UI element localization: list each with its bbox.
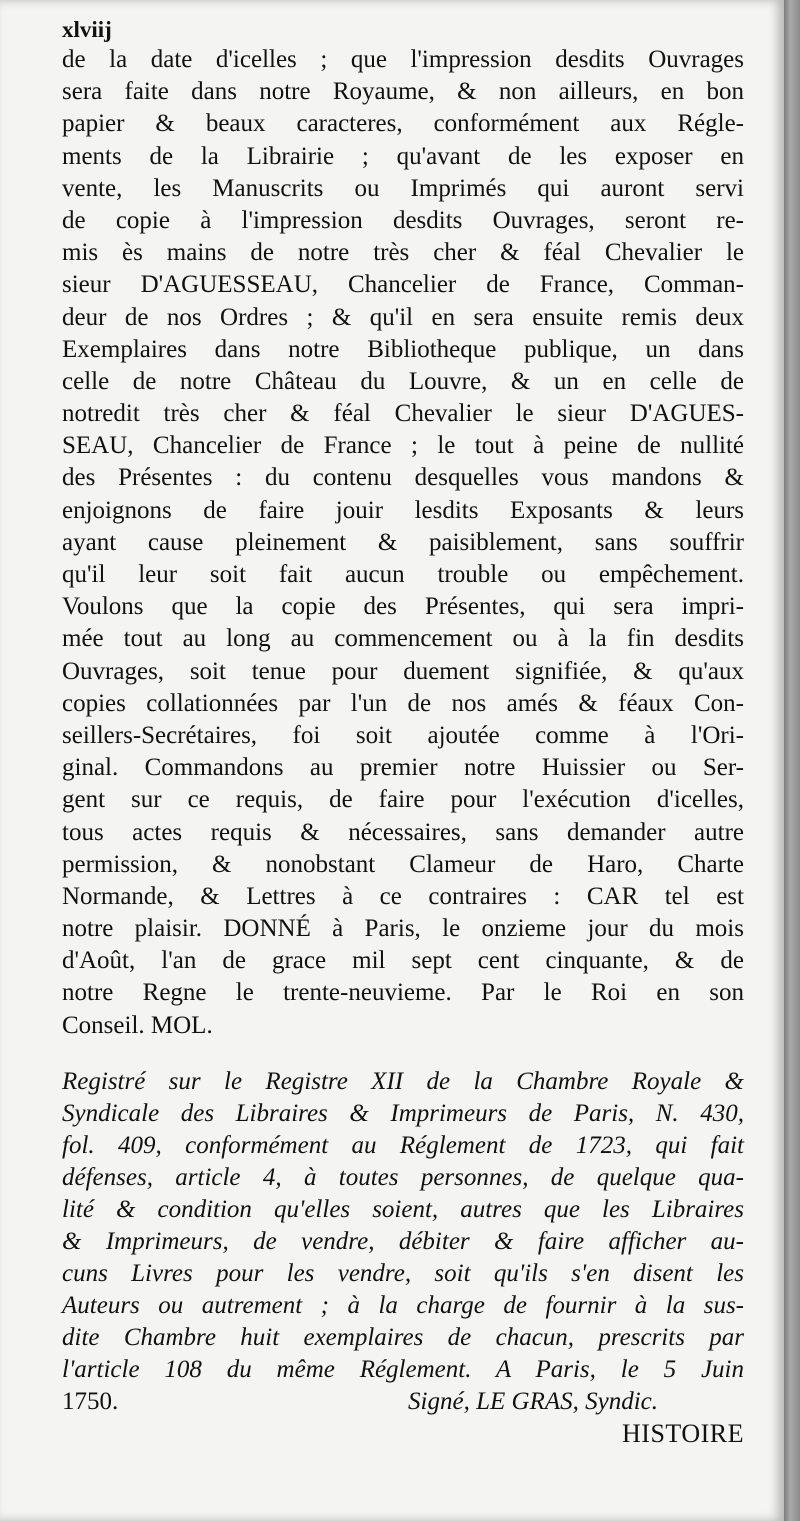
- body-line: tous actes requis & nécessaires, sans demander autre: [62, 818, 744, 846]
- registration-signature-line: [62, 1386, 744, 1418]
- registration-line: défenses, article 4, à toutes personnes, de quelque qua-: [62, 1163, 744, 1191]
- body-line: Voulons que la copie des Présentes, qui sera impri-: [62, 593, 744, 621]
- registration-line: lité & condition qu'elles soient, autres que les Libraires: [62, 1195, 744, 1223]
- page-number: xlviij: [62, 17, 112, 42]
- body-line-closing: Conseil. MOL.: [62, 1011, 213, 1039]
- body-line: Exemplaires dans notre Bibliotheque publique, un dans: [62, 335, 744, 363]
- body-line: de la date d'icelles ; que l'impression desdits Ouvrages: [62, 46, 744, 73]
- registration-line: & Imprimeurs, de vendre, débiter & faire afficher au-: [62, 1227, 744, 1255]
- body-line: copies collationnées par l'un de nos amés & féaux Con-: [62, 689, 744, 717]
- body-line: Normande, & Lettres à ce contraires : CAR tel est: [62, 882, 744, 910]
- body-line: qu'il leur soit fait aucun trouble ou empêchement.: [62, 561, 744, 588]
- body-line: sieur D'AGUESSEAU, Chancelier de France, Comman-: [62, 271, 744, 299]
- registration-line: Registré sur le Registre XII de la Chambre Royale &: [62, 1067, 744, 1095]
- catchword: HISTOIRE: [622, 1418, 744, 1448]
- registration-line: Auteurs ou autrement ; à la charge de fournir à la sus-: [62, 1291, 744, 1319]
- body-line: seillers-Secrétaires, foi soit ajoutée comme à l'Ori-: [62, 721, 744, 749]
- body-line: d'Août, l'an de grace mil sept cent cinquante, & de: [62, 947, 744, 975]
- registration-signature: Signé, LE GRAS, Syndic.: [408, 1387, 658, 1415]
- body-line: permission, & nonobstant Clameur de Haro, Charte: [62, 850, 744, 878]
- body-line: notredit très cher & féal Chevalier le sieur D'AGUES-: [62, 400, 744, 428]
- body-line: mée tout au long au commencement ou à la fin desdits: [62, 625, 744, 653]
- body-line: sera faite dans notre Royaume, & non ailleurs, en bon: [62, 78, 744, 106]
- page-edge-shadow: [784, 0, 800, 1521]
- registration-line: dite Chambre huit exemplaires de chacun, prescrits par: [62, 1323, 744, 1351]
- body-line: celle de notre Château du Louvre, & un en celle de: [62, 367, 744, 395]
- body-line: gent sur ce requis, de faire pour l'exécution d'icelles,: [62, 786, 744, 814]
- registration-date: 1750.: [62, 1387, 119, 1415]
- body-line: ayant cause pleinement & paisiblement, sans souffrir: [62, 528, 744, 556]
- body-line: des Présentes : du contenu desquelles vous mandons &: [62, 464, 744, 492]
- registration-line: fol. 409, conformément au Réglement de 1723, qui fait: [62, 1131, 744, 1159]
- body-line: SEAU, Chancelier de France ; le tout à peine de nullité: [62, 432, 744, 460]
- registration-line: cuns Livres pour les vendre, soit qu'ils s'en disent les: [62, 1259, 744, 1287]
- page-text-block: [62, 14, 744, 1452]
- body-line: deur de nos Ordres ; & qu'il en sera ensuite remis deux: [62, 303, 744, 331]
- registration-line: l'article 108 du même Réglement. A Paris, le 5 Juin: [62, 1355, 744, 1383]
- body-line: vente, les Manuscrits ou Imprimés qui auront servi: [62, 174, 744, 202]
- registration-note: [62, 1066, 744, 1418]
- body-line: mis ès mains de notre très cher & féal Chevalier le: [62, 239, 744, 267]
- body-line: notre Regne le trente-neuvieme. Par le Roi en son: [62, 979, 744, 1007]
- body-line: enjoignons de faire jouir lesdits Exposants & leurs: [62, 496, 744, 524]
- body-line: de copie à l'impression desdits Ouvrages, seront re-: [62, 206, 744, 234]
- body-line: ments de la Librairie ; qu'avant de les exposer en: [62, 142, 744, 170]
- registration-line: Syndicale des Libraires & Imprimeurs de Paris, N. 430,: [62, 1099, 744, 1127]
- body-line: ginal. Commandons au premier notre Huissier ou Ser-: [62, 754, 744, 782]
- privilege-body: [62, 44, 744, 1042]
- body-line: papier & beaux caracteres, conformément aux Régle-: [62, 110, 744, 138]
- body-line: notre plaisir. DONNÉ à Paris, le onzieme jour du mois: [62, 915, 744, 943]
- body-line: Ouvrages, soit tenue pour duement signifiée, & qu'aux: [62, 657, 744, 685]
